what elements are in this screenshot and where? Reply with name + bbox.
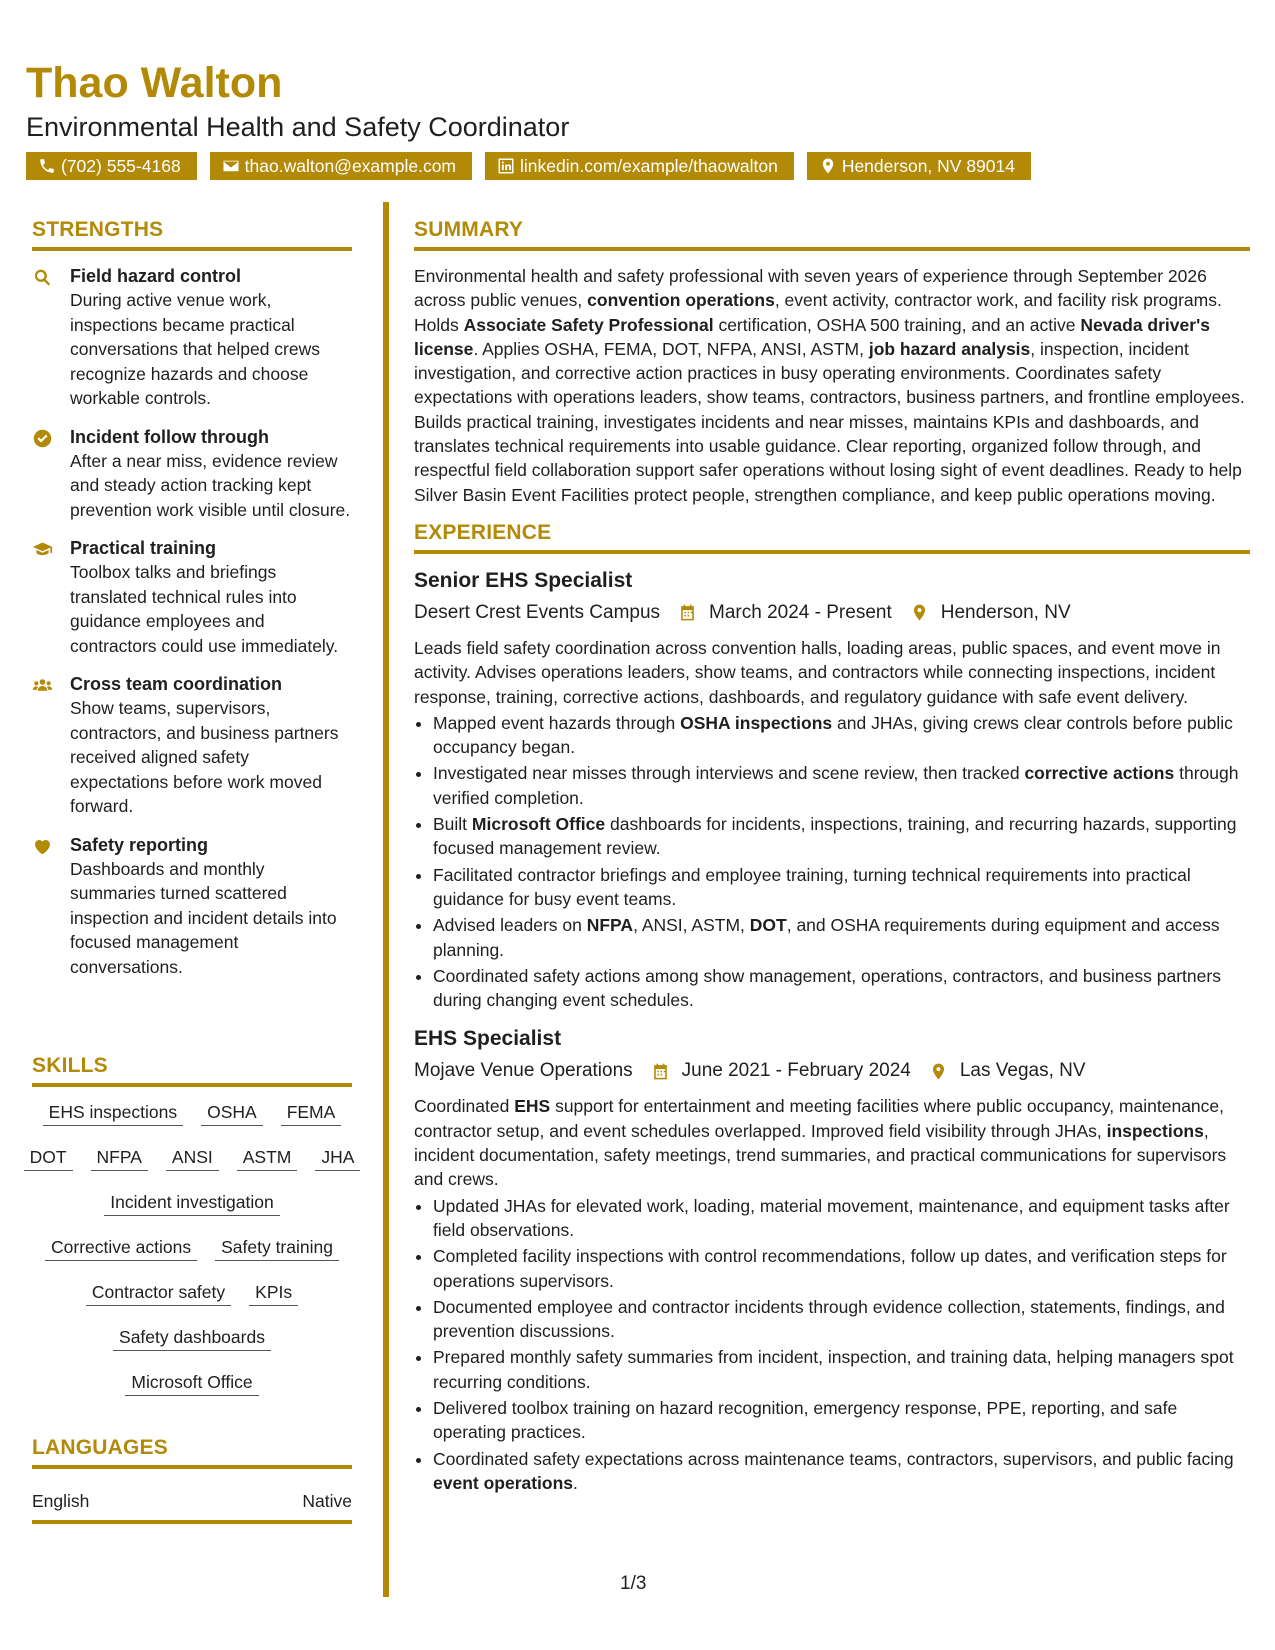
left-column [29, 218, 355, 1511]
skill-row [32, 1371, 352, 1416]
candidate-name: Thao Walton [26, 59, 283, 107]
bullet-item [433, 913, 1250, 962]
text-segment: Updated JHAs for elevated work, loading, material movement, maintenance, and equipment tasks after field observations. [433, 1195, 1230, 1240]
text-segment: certification, OSHA 500 training, and an active [713, 314, 1081, 335]
text-segment: Documented employee and contractor incidents through evidence collection, statements, findings, and prevention discussions. [433, 1296, 1225, 1342]
job-dates: March 2024 - Present [709, 601, 892, 623]
job-title: Senior EHS Specialist [414, 568, 633, 592]
heart-icon [32, 836, 53, 857]
text-segment: through verified completion. [433, 763, 1239, 808]
skill-row [29, 1146, 355, 1191]
skill-tag: NFPA [91, 1146, 148, 1171]
text-segment: and JHAs, giving crews clear controls before public occupancy began. [433, 712, 1233, 758]
skill-tag: ANSI [166, 1146, 219, 1171]
language-name: English [32, 1491, 90, 1511]
strength-item [32, 536, 352, 658]
strength-item [32, 425, 352, 523]
bullet-item [433, 1194, 1250, 1243]
skill-tag: Safety training [215, 1236, 339, 1261]
bullet-item [433, 964, 1250, 1013]
text-segment: Investigated near misses through interviews and scene review, then tracked [433, 763, 1025, 784]
contact-bar [26, 152, 1031, 180]
contact-email[interactable] [210, 152, 472, 180]
strength-desc: Dashboards and monthly summaries turned scattered inspection and incident details into focused management conversations. [70, 858, 337, 977]
bullet-item [433, 863, 1250, 912]
job-meta [414, 1058, 1250, 1084]
languages-title: LANGUAGES [32, 1436, 352, 1469]
contact-location-text: Henderson, NV 89014 [841, 155, 1015, 176]
text-segment: Coordinated safety expectations across maintenance teams, contractors, supervisors, and public facing [433, 1448, 1234, 1469]
skill-tag: FEMA [281, 1101, 342, 1126]
calendar-icon [651, 1062, 670, 1081]
contact-email-text: thao.walton@example.com [244, 155, 457, 176]
envelope-icon [222, 157, 240, 175]
text-segment: support for entertainment and meeting facilities where public occupancy, maintenance, contractor setup, and event schedules overlapped. Improved field visibility through JHAs, [414, 1096, 1225, 1141]
text-segment: Coordinated safety actions among show management, operations, contractors, and business partners during changing event schedules. [433, 965, 1221, 1011]
summary-title: SUMMARY [414, 218, 1250, 251]
bold-keyword: inspections [1106, 1120, 1204, 1141]
text-segment: Prepared monthly safety summaries from incident, inspection, and training data, helping managers spot recurring conditions. [433, 1347, 1234, 1392]
job-meta [414, 600, 1250, 626]
text-segment: , and OSHA requirements during equipment and access planning. [433, 915, 1220, 960]
text-segment: dashboards for incidents, inspections, training, and recurring hazards, supporting focused management review. [433, 814, 1237, 859]
skill-tag: JHA [315, 1146, 360, 1171]
magnifier-icon [32, 267, 53, 288]
strengths-list [32, 264, 352, 979]
text-segment: , inspection, incident investigation, and corrective action practices in busy operating environments. Coordinates safety expectations with operations leaders, show teams, contractors, business partners, and frontline employees. Builds practical training, investigates incidents and near misses, maintains KPIs and dashboards, and translates technical requirements into usable guidance. Clear reporting, organized follow through, and respectful field collaboration support safer operations without losing sight of event deadlines. Ready to help Silver Basin Event Facilities protect people, strengthen compliance, and keep public operations moving. [414, 338, 1245, 505]
text-segment: Facilitated contractor briefings and employee training, turning technical requirements into practical guidance for busy event teams. [433, 864, 1191, 909]
bullet-item [433, 711, 1250, 760]
skill-tag: Corrective actions [45, 1236, 197, 1261]
map-pin-icon [819, 157, 837, 175]
strength-title: Incident follow through [70, 426, 269, 447]
experience-title: EXPERIENCE [414, 521, 1250, 554]
job-entry [414, 1026, 1250, 1495]
contact-linkedin-text: linkedin.com/example/thaowalton [520, 155, 778, 176]
bold-keyword: OSHA inspections [680, 712, 833, 733]
text-segment: Completed facility inspections with control recommendations, follow up dates, and verification steps for operations supervisors. [433, 1246, 1227, 1291]
job-title: EHS Specialist [414, 1027, 562, 1051]
experience-section [414, 521, 1250, 1495]
bold-keyword: event operations [433, 1472, 574, 1493]
text-segment: , incident documentation, safety meetings, trend summaries, and practical communications for supervisors and crews. [414, 1120, 1227, 1190]
skill-tag: EHS inspections [43, 1101, 183, 1126]
bullet-item [433, 1396, 1250, 1445]
skill-row [32, 1236, 352, 1281]
strength-desc: Toolbox talks and briefings translated technical rules into guidance employees and contractors could use immediately. [70, 562, 339, 656]
skill-tag: Safety dashboards [113, 1326, 271, 1351]
bold-keyword: Microsoft Office [471, 814, 606, 835]
contact-linkedin[interactable] [485, 152, 794, 180]
calendar-icon [678, 603, 697, 622]
bullet-item [433, 761, 1250, 810]
bold-keyword: Nevada driver's license [414, 314, 1210, 359]
strength-item [32, 833, 352, 980]
skill-tag: KPIs [249, 1281, 298, 1306]
job-company: Mojave Venue Operations [414, 1060, 633, 1082]
page-number: 1/3 [620, 1573, 647, 1594]
text-segment: . [573, 1472, 578, 1493]
languages-section [32, 1436, 352, 1524]
text-segment: Coordinated [414, 1096, 515, 1117]
text-segment: Leads field safety coordination across convention halls, loading areas, public spaces, and event move in activity. Advises operations leaders, show teams, and contractors while connecting inspections, incident response, training, corrective actions, dashboards, and regulatory guidance with safe event delivery. [414, 637, 1221, 707]
text-segment: Advised leaders on [433, 915, 587, 936]
summary-text [414, 264, 1250, 507]
bold-keyword: Associate Safety Professional [463, 314, 714, 335]
bullet-item [433, 812, 1250, 861]
strength-item [32, 672, 352, 819]
strength-title: Field hazard control [70, 266, 242, 286]
contact-phone[interactable] [26, 152, 197, 180]
job-description [414, 636, 1250, 709]
text-segment: Mapped event hazards through [433, 712, 681, 733]
skill-tag: ASTM [237, 1146, 298, 1171]
strength-title: Cross team coordination [70, 674, 283, 694]
job-entry [414, 568, 1250, 1012]
contact-phone-text: (702) 555-4168 [61, 155, 181, 176]
language-row [32, 1491, 352, 1524]
skill-row [32, 1281, 352, 1326]
strength-item [32, 264, 352, 411]
users-icon [32, 675, 53, 696]
map-pin-icon [929, 1062, 948, 1081]
job-location: Las Vegas, NV [959, 1060, 1086, 1082]
skill-tag: DOT [24, 1146, 73, 1171]
skills-list [29, 1101, 355, 1416]
skills-title: SKILLS [32, 1054, 352, 1087]
strength-desc: After a near miss, evidence review and steady action tracking kept prevention work visible until closure. [70, 450, 351, 520]
bold-keyword: EHS [514, 1096, 551, 1117]
strength-desc: Show teams, supervisors, contractors, and business partners received aligned safety expectations before work moved forward. [70, 698, 339, 816]
job-description [414, 1094, 1250, 1191]
bullet-item [433, 1295, 1250, 1344]
skills-section [29, 1054, 355, 1416]
candidate-role: Environmental Health and Safety Coordinator [26, 112, 570, 142]
bold-keyword: convention operations [587, 290, 775, 311]
skill-tag: OSHA [201, 1101, 263, 1126]
skill-row [32, 1191, 352, 1236]
skill-tag: Microsoft Office [125, 1371, 258, 1396]
check-circle-icon [32, 428, 53, 449]
bold-keyword: NFPA [586, 915, 634, 936]
bullet-item [433, 1345, 1250, 1394]
job-bullets [414, 1194, 1250, 1496]
text-segment: , ANSI, ASTM, [633, 915, 750, 936]
right-column [414, 218, 1250, 1497]
linkedin-icon [497, 157, 515, 175]
graduation-cap-icon [32, 539, 53, 560]
skill-row [32, 1326, 352, 1371]
bold-keyword: corrective actions [1024, 763, 1175, 784]
strengths-title: STRENGTHS [32, 218, 352, 251]
skill-tag: Incident investigation [104, 1191, 279, 1216]
skill-row [32, 1101, 352, 1146]
bold-keyword: job hazard analysis [868, 338, 1031, 359]
job-location: Henderson, NV [940, 601, 1071, 623]
text-segment: Built [433, 814, 472, 835]
bullet-item [433, 1447, 1250, 1496]
language-level: Native [302, 1491, 352, 1511]
skill-tag: Contractor safety [86, 1281, 231, 1306]
map-pin-icon [910, 603, 929, 622]
column-divider [383, 202, 389, 1597]
job-company: Desert Crest Events Campus [414, 601, 661, 623]
bullet-item [433, 1244, 1250, 1293]
strength-title: Safety reporting [70, 834, 209, 855]
strength-title: Practical training [70, 538, 217, 558]
phone-icon [38, 157, 56, 175]
text-segment: , event activity, contractor work, and facility risk programs. Holds [414, 290, 1222, 335]
contact-location[interactable] [807, 152, 1031, 180]
bold-keyword: DOT [749, 915, 787, 936]
text-segment: Delivered toolbox training on hazard recognition, emergency response, PPE, reporting, and safe operating practices. [433, 1397, 1178, 1443]
strength-desc: During active venue work, inspections became practical conversations that helped crews recognize hazards and choose workable controls. [70, 290, 320, 408]
job-bullets [414, 711, 1250, 1013]
text-segment: . Applies OSHA, FEMA, DOT, NFPA, ANSI, ASTM, [473, 338, 869, 359]
job-dates: June 2021 - February 2024 [681, 1060, 911, 1082]
text-segment: Environmental health and safety professional with seven years of experience through September 2026 across public venues, [414, 266, 1207, 311]
